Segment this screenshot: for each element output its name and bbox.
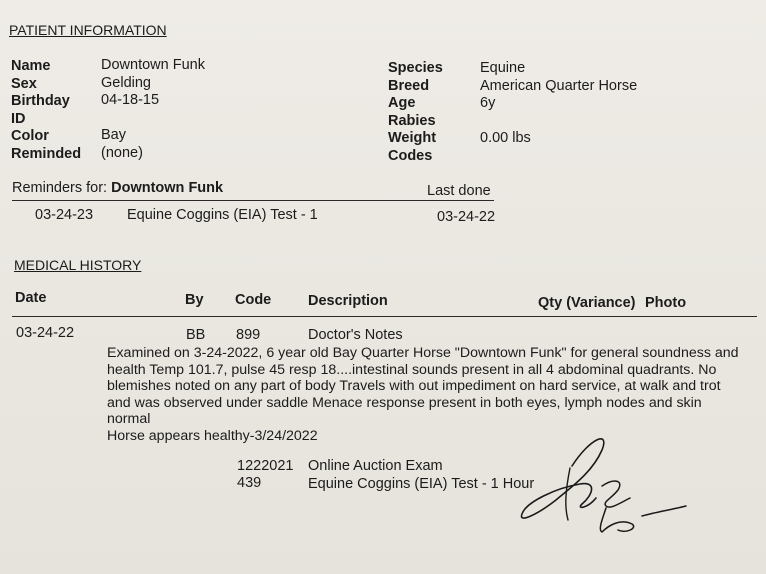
value-reminded: (none) <box>101 144 143 161</box>
label-sex: Sex <box>11 75 37 92</box>
col-by-header: By <box>185 292 204 308</box>
reminders-divider <box>12 200 494 201</box>
entry-description: Doctor's Notes <box>308 327 403 343</box>
reminder-last-done: 03-24-22 <box>437 209 496 225</box>
value-color: Bay <box>101 127 126 143</box>
entry-code: 899 <box>236 327 261 343</box>
patient-right-labels <box>388 60 443 165</box>
value-birthday: 04-18-15 <box>101 92 160 108</box>
sub-item-code: 1222021 <box>237 458 294 474</box>
patient-info-heading: PATIENT INFORMATION <box>9 22 167 38</box>
value-weight: 0.00 lbs <box>480 130 531 146</box>
sub-item-description: Online Auction Exam <box>308 458 443 474</box>
label-rabies: Rabies <box>388 112 436 129</box>
note-line: blemishes noted on any part of body Travels with out impediment on hard service, at walk and trot <box>107 378 721 394</box>
reminders-header <box>12 180 223 196</box>
label-birthday: Birthday <box>11 93 70 109</box>
col-description-header: Description <box>308 293 388 309</box>
value-id <box>101 110 205 128</box>
col-qty-header: Qty (Variance) <box>538 295 636 311</box>
entry-date: 03-24-22 <box>16 325 75 341</box>
note-line: and was observed under saddle Menace response present in both eyes, lymph nodes and skin <box>107 394 702 411</box>
value-species: Equine <box>480 60 526 76</box>
value-name: Downtown Funk <box>101 57 205 73</box>
sub-item-code: 439 <box>237 475 262 491</box>
reminder-due-date: 03-24-23 <box>35 207 94 223</box>
value-rabies <box>480 113 637 131</box>
last-done-header: Last done <box>427 183 491 199</box>
reminders-prefix: Reminders for: <box>12 180 108 196</box>
label-species: Species <box>388 60 443 76</box>
label-breed: Breed <box>388 77 430 94</box>
patient-right-values <box>480 60 637 148</box>
label-name: Name <box>11 58 51 74</box>
sub-item-description: Equine Coggins (EIA) Test - 1 Hour <box>308 476 535 492</box>
value-breed: American Quarter Horse <box>480 77 638 94</box>
entry-summary: Horse appears healthy-3/24/2022 <box>107 427 318 444</box>
label-color: Color <box>11 128 49 144</box>
medical-history-heading: MEDICAL HISTORY <box>14 257 142 273</box>
label-reminded: Reminded <box>11 145 82 162</box>
col-photo-header: Photo <box>645 295 687 311</box>
note-line: health Temp 101.7, pulse 45 resp 18....intestinal sounds present in all 4 abdominal quadrants. No <box>107 361 717 378</box>
label-id: ID <box>11 110 26 127</box>
label-codes: Codes <box>388 147 433 164</box>
col-code-header: Code <box>235 292 272 308</box>
patient-left-labels <box>11 58 81 163</box>
entry-by: BB <box>186 327 206 343</box>
history-divider <box>12 316 757 317</box>
col-date-header: Date <box>15 290 47 306</box>
reminder-description: Equine Coggins (EIA) Test - 1 <box>127 207 318 223</box>
value-age: 6y <box>480 95 496 111</box>
note-line: normal <box>107 411 151 427</box>
label-age: Age <box>388 95 416 111</box>
patient-left-values <box>101 57 205 162</box>
label-weight: Weight <box>388 130 437 146</box>
signature <box>510 428 695 538</box>
value-sex: Gelding <box>101 74 151 91</box>
reminders-patient-name: Downtown Funk <box>111 180 224 196</box>
note-line: Examined on 3-24-2022, 6 year old Bay Quarter Horse "Downtown Funk" for general soundness and <box>107 345 739 361</box>
